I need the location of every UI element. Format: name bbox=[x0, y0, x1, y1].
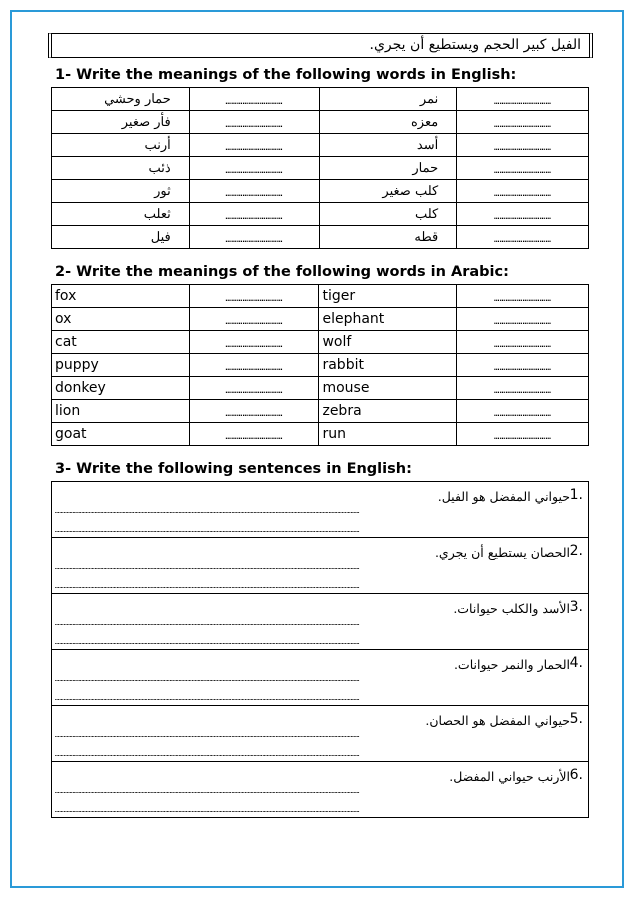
sentence-item bbox=[52, 761, 588, 817]
answer-blank[interactable]: ………………………… bbox=[457, 308, 589, 331]
answer-line[interactable]: ……………………………………………………………………………………………………………………………………………………………………………………… bbox=[55, 507, 360, 515]
english-word: ox bbox=[52, 308, 190, 331]
arabic-word: حمار وحشي bbox=[52, 88, 190, 111]
english-word: wolf bbox=[319, 331, 457, 354]
answer-blank[interactable]: ………………………… bbox=[457, 285, 589, 308]
page-title: الفيل كبير الحجم ويستطيع أن يجري. bbox=[369, 37, 581, 53]
answer-blank[interactable]: ………………………… bbox=[189, 423, 319, 446]
answer-blank[interactable]: ………………………… bbox=[457, 111, 589, 134]
answer-line[interactable]: ……………………………………………………………………………………………………………………………………………………………………………………… bbox=[55, 582, 360, 590]
arabic-word: فيل bbox=[52, 226, 190, 249]
english-word: donkey bbox=[52, 377, 190, 400]
answer-blank[interactable]: ………………………… bbox=[189, 354, 319, 377]
answer-blank[interactable]: ………………………… bbox=[457, 226, 589, 249]
answer-blank[interactable]: ………………………… bbox=[457, 354, 589, 377]
answer-blank[interactable]: ………………………… bbox=[457, 377, 589, 400]
sentences-box bbox=[51, 481, 589, 818]
answer-blank[interactable]: ………………………… bbox=[189, 88, 319, 111]
answer-blank[interactable]: ………………………… bbox=[189, 226, 319, 249]
table-row bbox=[52, 226, 589, 249]
arabic-word: حمار bbox=[319, 157, 457, 180]
table-row bbox=[52, 111, 589, 134]
sentence-number: 3. bbox=[569, 599, 583, 615]
english-word: lion bbox=[52, 400, 190, 423]
answer-blank[interactable]: ………………………… bbox=[457, 400, 589, 423]
sentence-number: 5. bbox=[569, 711, 583, 727]
arabic-word: ثعلب bbox=[52, 203, 190, 226]
section2-table bbox=[51, 284, 589, 446]
arabic-word: نمر bbox=[319, 88, 457, 111]
answer-blank[interactable]: ………………………… bbox=[189, 400, 319, 423]
answer-line[interactable]: ……………………………………………………………………………………………………………………………………………………………………………………… bbox=[55, 619, 360, 627]
answer-line[interactable]: ……………………………………………………………………………………………………………………………………………………………………………………… bbox=[55, 787, 360, 795]
english-word: mouse bbox=[319, 377, 457, 400]
english-word: cat bbox=[52, 331, 190, 354]
arabic-word: كلب صغير bbox=[319, 180, 457, 203]
arabic-word: ذئب bbox=[52, 157, 190, 180]
sentence-number: 6. bbox=[569, 767, 583, 783]
answer-blank[interactable]: ………………………… bbox=[457, 180, 589, 203]
arabic-word: معزه bbox=[319, 111, 457, 134]
table-row bbox=[52, 180, 589, 203]
arabic-word: قطه bbox=[319, 226, 457, 249]
sentence-item bbox=[52, 481, 588, 537]
title-box bbox=[48, 33, 593, 58]
sentence-number: 2. bbox=[569, 543, 583, 559]
table-row bbox=[52, 308, 589, 331]
arabic-sentence: الحمار والنمر حيوانات. bbox=[453, 657, 570, 672]
table-row bbox=[52, 377, 589, 400]
answer-blank[interactable]: ………………………… bbox=[189, 134, 319, 157]
sentence-item bbox=[52, 705, 588, 761]
english-word: fox bbox=[52, 285, 190, 308]
answer-blank[interactable]: ………………………… bbox=[457, 203, 589, 226]
answer-blank[interactable]: ………………………… bbox=[189, 203, 319, 226]
answer-line[interactable]: ……………………………………………………………………………………………………………………………………………………………………………………… bbox=[55, 750, 360, 758]
answer-line[interactable]: ……………………………………………………………………………………………………………………………………………………………………………………… bbox=[55, 694, 360, 702]
answer-line[interactable]: ……………………………………………………………………………………………………………………………………………………………………………………… bbox=[55, 731, 360, 739]
english-word: tiger bbox=[319, 285, 457, 308]
answer-blank[interactable]: ………………………… bbox=[457, 157, 589, 180]
answer-blank[interactable]: ………………………… bbox=[189, 331, 319, 354]
section2-heading: 2- Write the meanings of the following words in Arabic: bbox=[55, 264, 509, 280]
answer-line[interactable]: ……………………………………………………………………………………………………………………………………………………………………………………… bbox=[55, 638, 360, 646]
english-word: zebra bbox=[319, 400, 457, 423]
section3-heading: 3- Write the following sentences in English: bbox=[55, 461, 412, 477]
sentence-number: 4. bbox=[569, 655, 583, 671]
answer-blank[interactable]: ………………………… bbox=[457, 88, 589, 111]
table-row bbox=[52, 423, 589, 446]
answer-blank[interactable]: ………………………… bbox=[189, 377, 319, 400]
answer-line[interactable]: ……………………………………………………………………………………………………………………………………………………………………………………… bbox=[55, 675, 360, 683]
arabic-word: فأر صغير bbox=[52, 111, 190, 134]
answer-blank[interactable]: ………………………… bbox=[457, 134, 589, 157]
sentence-item bbox=[52, 537, 588, 593]
arabic-word: كلب bbox=[319, 203, 457, 226]
answer-blank[interactable]: ………………………… bbox=[189, 180, 319, 203]
table-row bbox=[52, 354, 589, 377]
answer-blank[interactable]: ………………………… bbox=[189, 285, 319, 308]
table-row bbox=[52, 157, 589, 180]
answer-blank[interactable]: ………………………… bbox=[189, 111, 319, 134]
arabic-sentence: الأرنب حيواني المفضل. bbox=[449, 769, 570, 784]
table-row bbox=[52, 285, 589, 308]
table-row bbox=[52, 203, 589, 226]
sentence-item bbox=[52, 649, 588, 705]
arabic-word: ثور bbox=[52, 180, 190, 203]
answer-blank[interactable]: ………………………… bbox=[189, 308, 319, 331]
english-word: rabbit bbox=[319, 354, 457, 377]
answer-blank[interactable]: ………………………… bbox=[457, 331, 589, 354]
section1-heading: 1- Write the meanings of the following words in English: bbox=[55, 67, 517, 83]
answer-line[interactable]: ……………………………………………………………………………………………………………………………………………………………………………………… bbox=[55, 526, 360, 534]
english-word: puppy bbox=[52, 354, 190, 377]
table-row bbox=[52, 88, 589, 111]
answer-blank[interactable]: ………………………… bbox=[189, 157, 319, 180]
arabic-word: أرنب bbox=[52, 134, 190, 157]
english-word: goat bbox=[52, 423, 190, 446]
table-row bbox=[52, 134, 589, 157]
arabic-sentence: حيواني المفضل هو الحصان. bbox=[425, 713, 570, 728]
table-row bbox=[52, 400, 589, 423]
english-word: run bbox=[319, 423, 457, 446]
arabic-sentence: حيواني المفضل هو الفيل. bbox=[437, 489, 570, 504]
sentence-item bbox=[52, 593, 588, 649]
answer-line[interactable]: ……………………………………………………………………………………………………………………………………………………………………………………… bbox=[55, 563, 360, 571]
sentence-number: 1. bbox=[569, 487, 583, 503]
arabic-sentence: الأسد والكلب حيوانات. bbox=[453, 601, 570, 616]
answer-blank[interactable]: ………………………… bbox=[457, 423, 589, 446]
arabic-sentence: الحصان يستطيع أن يجري. bbox=[434, 545, 570, 560]
arabic-word: أسد bbox=[319, 134, 457, 157]
section1-table bbox=[51, 87, 589, 249]
english-word: elephant bbox=[319, 308, 457, 331]
answer-line[interactable]: ……………………………………………………………………………………………………………………………………………………………………………………… bbox=[55, 806, 360, 814]
table-row bbox=[52, 331, 589, 354]
